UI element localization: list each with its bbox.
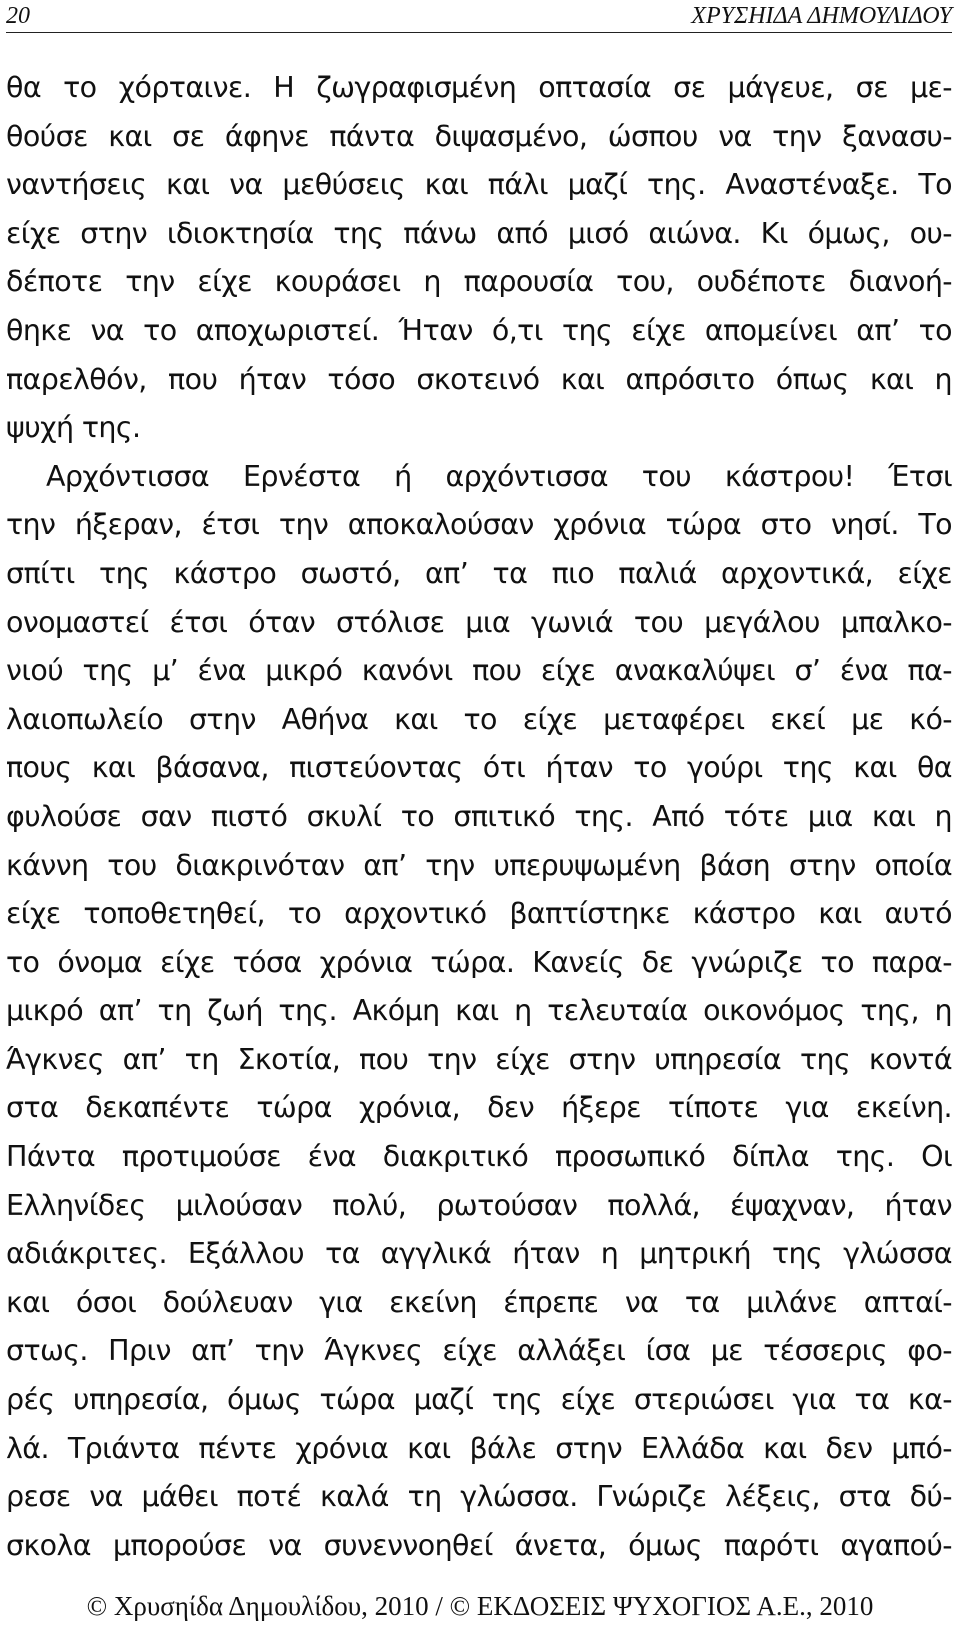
text-line: Αρχόντισσα Ερνέστα ή αρχόντισσα του κάστρου! Έτσι	[46, 459, 952, 493]
text-line: σκολα μπορούσε να συνεννοηθεί άνετα, όμως παρότι αγαπού-	[6, 1528, 952, 1562]
text-line: σπίτι της κάστρο σωστό, απ’ τα πιο παλιά αρχοντικά, είχε	[6, 556, 952, 590]
copyright-footer: © Χρυσηίδα Δημουλίδου, 2010 / © ΕΚΔΟΣΕΙΣ ΨΥΧΟΓΙΟΣ Α.Ε., 2010	[86, 1591, 874, 1621]
text-line: ρεσε να μάθει ποτέ καλά τη γλώσσα. Γνώριζε λέξεις, στα δύ-	[6, 1480, 952, 1514]
text-line: λά. Τριάντα πέντε χρόνια και βάλε στην Ελλάδα και δεν μπό-	[6, 1431, 952, 1465]
text-line: ρές υπηρεσία, όμως τώρα μαζί της είχε στεριώσει για τα κα-	[6, 1383, 952, 1417]
text-line: στως. Πριν απ’ την Άγκνες είχε αλλάξει ίσα με τέσσερις φο-	[6, 1334, 952, 1368]
text-line: Πάντα προτιμούσε ένα διακριτικό προσωπικό δίπλα της. Οι	[6, 1140, 952, 1174]
text-line: Ελληνίδες μιλούσαν πολύ, ρωτούσαν πολλά, έψαχναν, ήταν	[6, 1188, 952, 1222]
text-line: φυλούσε σαν πιστό σκυλί το σπιτικό της. Από τότε μια και η	[6, 799, 952, 833]
text-line: θα το χόρταινε. Η ζωγραφισμένη οπτασία σε μάγευε, σε με-	[6, 71, 952, 104]
text-line: κάννη του διακρινόταν απ’ την υπερυψωμένη βάση στην οποία	[6, 848, 952, 882]
text-line: λαιοπωλείο στην Αθήνα και το είχε μεταφέρει εκεί με κό-	[6, 702, 952, 736]
text-line: στα δεκαπέντε τώρα χρόνια, δεν ήξερε τίποτε για εκείνη.	[6, 1091, 952, 1125]
text-line: μικρό απ’ τη ζωή της. Ακόμη και η τελευταία οικονόμος της, η	[6, 994, 952, 1028]
text-line: πους και βάσανα, πιστεύοντας ότι ήταν το γούρι της και θα	[6, 751, 952, 785]
text-line: δέποτε την είχε κουράσει η παρουσία του, ουδέποτε διανοή-	[6, 265, 952, 299]
text-line: θηκε να το αποχωριστεί. Ήταν ό,τι της είχε απομείνει απ’ το	[6, 313, 952, 347]
body-text	[6, 64, 952, 1570]
text-line: ναντήσεις και να μεθύσεις και πάλι μαζί της. Αναστέναξε. Το	[6, 168, 952, 202]
text-line: ονομαστεί έτσι όταν στόλισε μια γωνιά του μεγάλου μπαλκο-	[6, 605, 952, 639]
page-number: 20	[6, 3, 30, 29]
text-line: αδιάκριτες. Εξάλλου τα αγγλικά ήταν η μητρική της γλώσσα	[6, 1237, 952, 1271]
text-line: είχε τοποθετηθεί, το αρχοντικό βαπτίστηκε κάστρο και αυτό	[6, 897, 952, 931]
text-line: νιού της μ’ ένα μικρό κανόνι που είχε ανακαλύψει σ’ ένα πα-	[6, 654, 952, 688]
running-head: ΧΡΥΣΗΙΔΑ ΔΗΜΟΥΛΙΔΟΥ	[691, 3, 952, 29]
text-line: την ήξεραν, έτσι την αποκαλούσαν χρόνια τώρα στο νησί. Το	[6, 508, 952, 542]
text-line: ψυχή της.	[6, 411, 141, 445]
text-line: θούσε και σε άφηνε πάντα διψασμένο, ώσπου να την ξανασυ-	[6, 119, 952, 153]
text-line: Άγκνες απ’ τη Σκοτία, που την είχε στην υπηρεσία της κοντά	[6, 1042, 952, 1076]
text-line: παρελθόν, που ήταν τόσο σκοτεινό και απρόσιτο όπως και η	[6, 362, 952, 396]
text-line: είχε στην ιδιοκτησία της πάνω από μισό αιώνα. Κι όμως, ου-	[6, 216, 952, 250]
text-line: και όσοι δούλευαν για εκείνη έπρεπε να τα μιλάνε απταί-	[6, 1285, 952, 1319]
text-line: το όνομα είχε τόσα χρόνια τώρα. Κανείς δε γνώριζε το παρα-	[6, 945, 952, 979]
page-header	[6, 2, 952, 33]
